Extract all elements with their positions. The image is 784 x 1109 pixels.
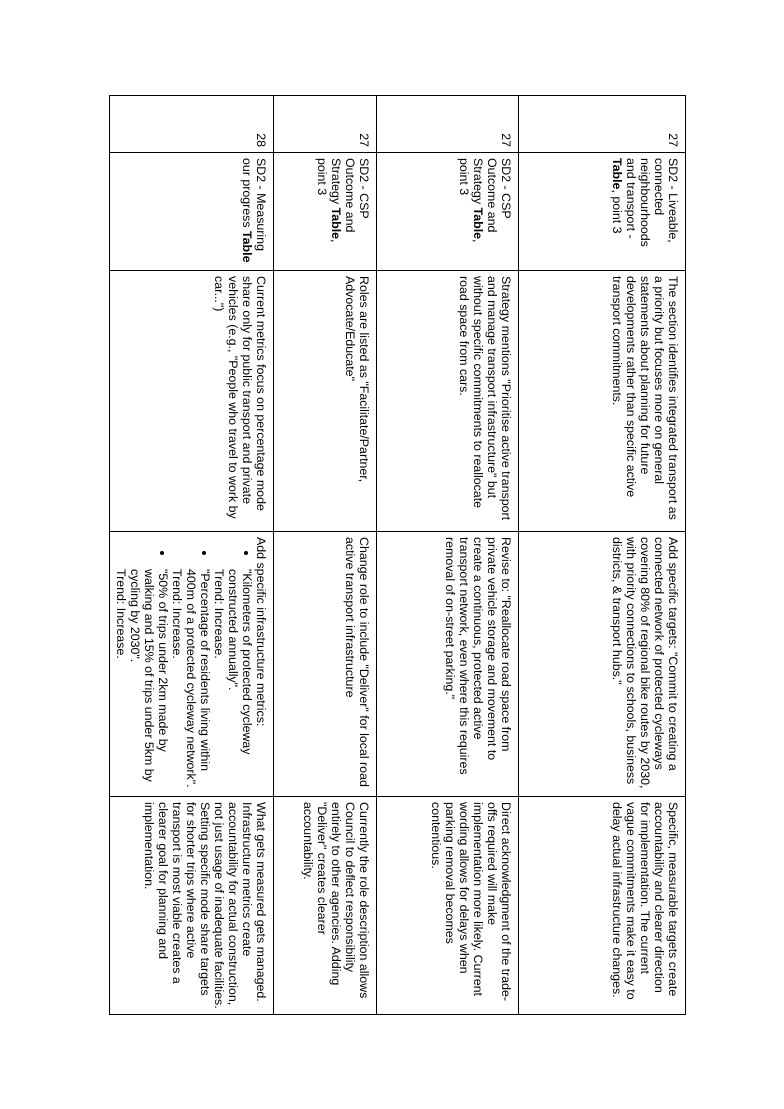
metric-text: "Percentage of residents living within 400m of a protected cycleway network". (184, 569, 212, 788)
page-number: 27 (274, 96, 377, 153)
issue-cell: Current metrics focus on percentage mode share only for public transport and private vehicles (e.g., "People who travel to work by car...") (110, 271, 274, 532)
recommendation-cell (110, 532, 274, 797)
issue-cell: The section identifies integrated transport as a priority but focuses more on general statements about planning for future developments rather than specific active transport commitments. (519, 271, 686, 532)
metric-text: "50% of trips under 2km made by walking and 15% of trips under 5km by cycling by 2030". (128, 569, 170, 782)
page-number: 27 (377, 96, 519, 153)
recommendation-cell: Revise to: "Reallocate road space from private vehicle storage and movement to create a continuous, protected active transport network, even where this requires removal of on-street parking." (377, 532, 519, 797)
list-item (114, 565, 170, 791)
section-bold-text: Table (471, 207, 485, 240)
section-suffix: , point 3 (457, 158, 485, 243)
rationale-cell (110, 797, 274, 1015)
section-bold-text: Table (329, 207, 343, 240)
rationale-cell: Specific, measurable targets create accountability and clearer direction for implementation. The current vague commitments make it easy to delay actual infrastructure changes. (519, 797, 686, 1015)
section-bold-text: Table (240, 231, 254, 263)
metrics-list (114, 537, 254, 791)
page-number: 28 (110, 96, 274, 153)
recommendation-intro: Add specific infrastructure metrics: (254, 537, 268, 727)
issue-cell: Strategy mentions "Prioritise active transport and manage transport infrastructure" but without specific commitments to reallocate road space from cars. (377, 271, 519, 532)
metric-text: "Kilometers of protected cycleway constructed annually". (226, 569, 254, 755)
section-reference (274, 153, 377, 271)
page-number: 27 (519, 96, 686, 153)
section-text: SD2 - Liveable, connected neighbourhoods and transport - (624, 158, 680, 247)
rationale-paragraph: What gets measured gets managed. Infrastructure metrics create accountability for actual construction, not just usage of inadequate facilities. (212, 802, 268, 1009)
list-item (212, 565, 254, 791)
recommendation-cell: Add specific targets: "Commit to creating a connected network of protected cycleways covering 80% of regional bike routes by 2030, with priority connections to schools, business districts, & transport hubs." (519, 532, 686, 797)
list-item (170, 565, 212, 791)
review-table (109, 95, 686, 1015)
section-reference (377, 153, 519, 271)
table-row (274, 96, 377, 1015)
rotated-page (114, 95, 686, 1015)
section-reference (110, 153, 274, 271)
section-bold-text: Table (610, 158, 624, 190)
recommendation-cell: Change role to include "Deliver" for local road active transport infrastructure (274, 532, 377, 797)
section-text: SD2 - Measuring our progress (240, 158, 268, 251)
metric-trend: Trend: Increase. (170, 569, 184, 659)
issue-cell: Roles are listed as "Facilitate/Partner, Advocate/Educate" (274, 271, 377, 532)
metric-trend: Trend: Increase. (212, 569, 226, 659)
section-text: SD2 - CSP Outcome and Strategy (471, 158, 513, 233)
table-row (377, 96, 519, 1015)
rationale-cell: Direct acknowledgment of the trade-offs required will make implementation more likely. Current wording allows for delays when parking removal becomes contentious. (377, 797, 519, 1015)
metric-trend: Trend: Increase. (114, 569, 128, 659)
section-reference (519, 153, 686, 271)
table-row (519, 96, 686, 1015)
section-suffix: , point 3 (610, 189, 624, 234)
rationale-cell: Currently the role description allows Council to deflect responsibility entirely to other agencies. Adding "Deliver" creates clearer accountability. (274, 797, 377, 1015)
section-suffix: , point 3 (315, 158, 343, 243)
rationale-paragraph: Setting specific mode share targets for shorter trips where active transport is most viable creates a clearer goal for planning and implementation. (142, 802, 212, 996)
section-text: SD2 - CSP Outcome and Strategy (329, 158, 371, 233)
table-row (110, 96, 274, 1015)
